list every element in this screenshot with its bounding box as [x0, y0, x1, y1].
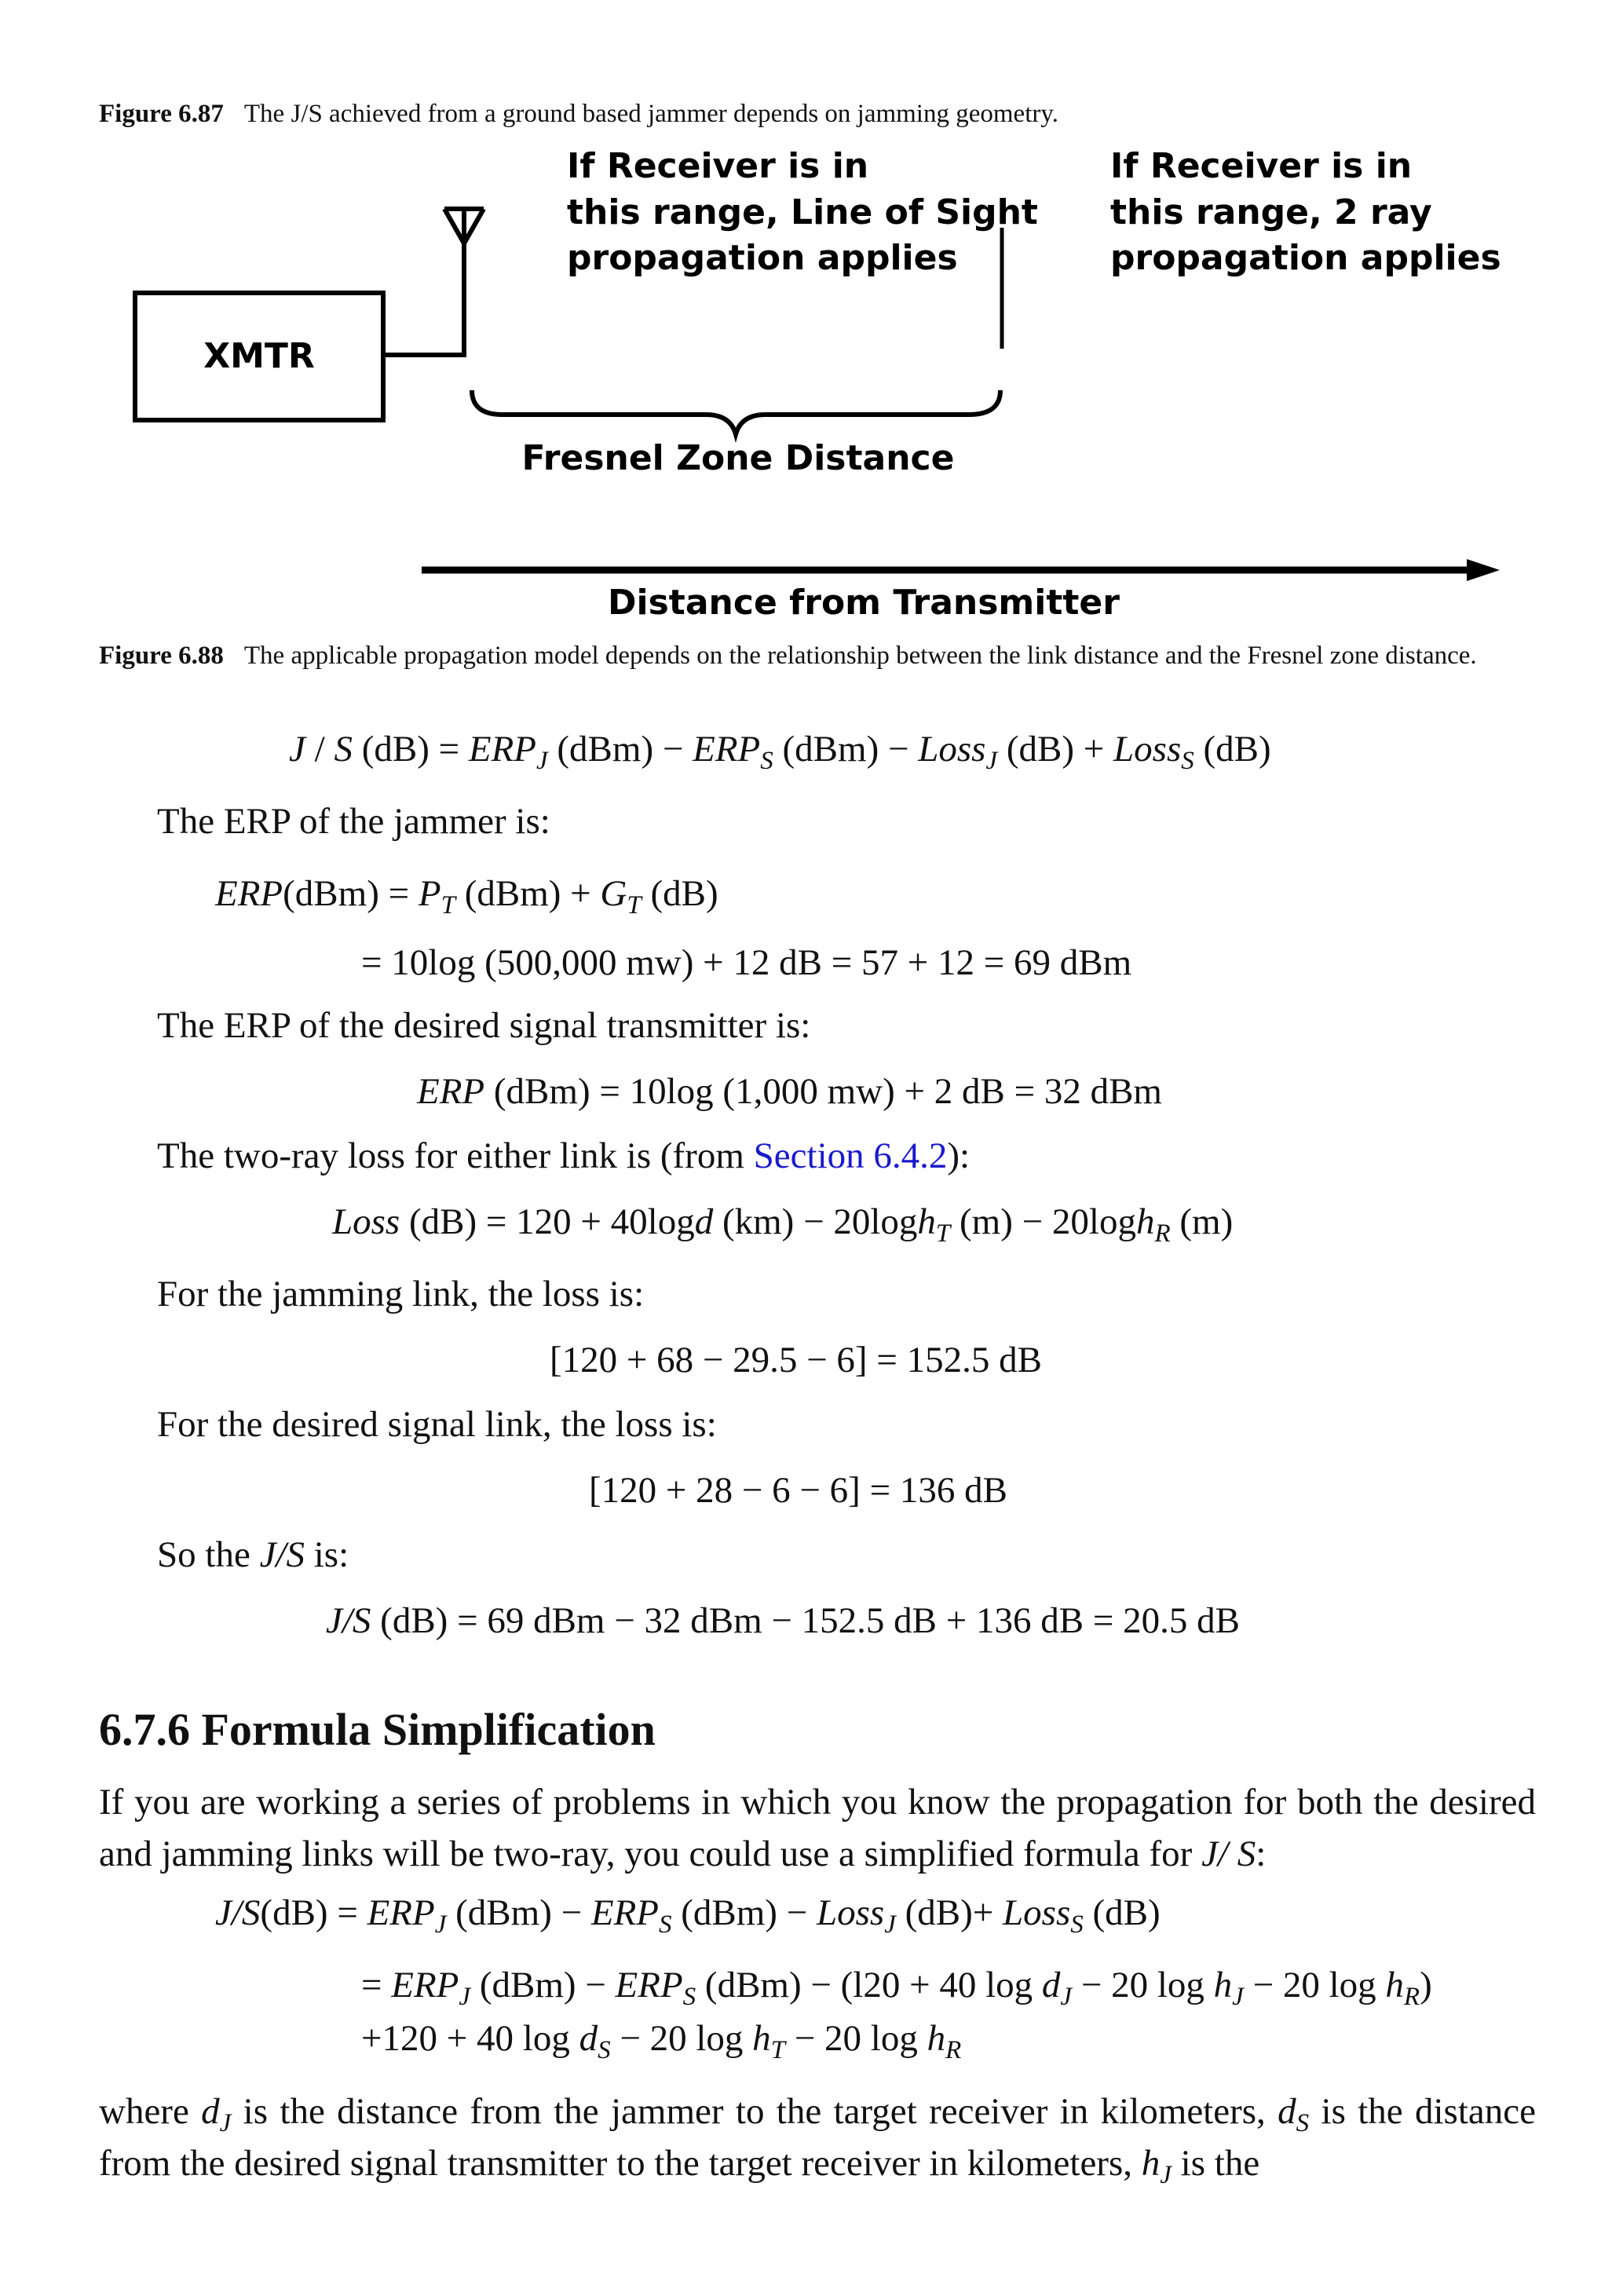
js-intro: [157, 1531, 349, 1578]
two-ray-intro-text: The two-ray loss for either link is (from: [157, 1135, 754, 1176]
simplified-formula-line-1: $J/S(dB) = ERP_J$ $(dBm) - ERP_S$ (dBm) − Loss$_J$ (dB)+ Loss$_S$ (dB): [215, 1892, 1161, 1939]
tworay-line-3: propagation applies: [1110, 238, 1501, 278]
simplified-formula-line-2: = $ERP_J$ $(dBm) - ERP_S$ (dBm) − (l20 + 40 $\log d_J - 20$ $\log h_J - 20$ $\log h_R$): [361, 1965, 1432, 2011]
erp-signal-intro: The ERP of the desired signal transmitter is:: [157, 1005, 811, 1046]
js-equation: J / S $(dB) = ERP_J$ $(dBm) - ERP_S$ (dBm) − Loss$_J$ (dB) + Loss$_S$ (dB): [289, 729, 1271, 775]
figure-caption-text: The applicable propagation model depends on the relationship between the link distance and the Fresnel zone distance.: [243, 642, 1477, 670]
los-range-text: [567, 146, 1050, 278]
distance-label: Distance from Transmitter: [608, 583, 1120, 623]
erp-formula: $ERP(dBm) = P_T$ $(dBm) + G_T$ (dB): [215, 873, 718, 919]
section-6-4-2-link[interactable]: Section 6.4.2: [753, 1135, 948, 1176]
two-ray-loss-formula: Loss (dB) = 120 + 40logd (km) − 20logh$_T$ (m) − 20logh$_R$ (m): [332, 1201, 1234, 1248]
js-intro-end: is:: [304, 1534, 349, 1575]
xmtr-label: XMTR: [203, 336, 315, 376]
jam-link-calc: [120 + 68 − 29.5 − 6] = 152.5 dB: [550, 1340, 1042, 1380]
section-heading: 6.7.6 Formula Simplification: [99, 1704, 656, 1755]
figure-label: Figure 6.88: [99, 642, 224, 670]
where-paragraph: where $d_J$ is the distance from the jammer to the target receiver in kilometers, $d_S$ is the distance from the desired signal transmitter to the target receiver in kilometers, $h_J$ is the: [99, 2091, 1536, 2189]
fresnel-zone-brace: [472, 390, 1000, 434]
los-line-2: this range, Line of Sight: [567, 192, 1038, 232]
distance-arrow-head-icon: [1467, 559, 1500, 581]
js-intro-text: So the: [157, 1534, 260, 1575]
los-line-3: propagation applies: [567, 238, 958, 278]
simplify-paragraph: If you are working a series of problems in which you know the propagation for both the desired and jamming links will be two-ray, you could use a simplified formula for J/ S:: [99, 1782, 1536, 1874]
jam-link-intro: For the jamming link, the loss is:: [157, 1274, 645, 1314]
los-line-1: If Receiver is in: [567, 146, 869, 186]
propagation-geometry-diagram: [0, 133, 1623, 636]
fresnel-zone-label: Fresnel Zone Distance: [521, 438, 955, 478]
erp-jammer-intro: The ERP of the jammer is:: [157, 801, 550, 842]
two-ray-intro-end: ):: [947, 1135, 971, 1176]
two-ray-intro: [157, 1132, 970, 1179]
antenna-feed-line: [383, 228, 464, 355]
simplified-formula-line-3: +120 + 40 $\log d_S - 20$ $\log h_T - 20$ $\log h_R$: [361, 2018, 962, 2064]
js-intro-var: J/S: [259, 1534, 305, 1575]
figure-6-88-caption: [99, 638, 1536, 674]
sig-link-intro: For the desired signal link, the loss is:: [157, 1404, 717, 1445]
figure-6-87-caption: [99, 96, 1536, 132]
figure-label: Figure 6.87: [99, 100, 224, 128]
erp-signal-calc-text: (dBm) = 10log (1,000 mw) + 2 dB = 32 dBm: [493, 1071, 1162, 1112]
erp-signal-calc: ERP (dBm) = 10log (1,000 mw) + 2 dB = 32 dBm: [417, 1071, 1162, 1112]
antenna-icon: [444, 209, 484, 243]
js-calc-text: (dB) = 69 dBm − 32 dBm − 152.5 dB + 136 dB = 20.5 dB: [380, 1600, 1240, 1641]
tworay-line-1: If Receiver is in: [1110, 146, 1413, 186]
figure-caption-text: The J/S achieved from a ground based jammer depends on jamming geometry.: [243, 100, 1058, 128]
two-ray-range-text: [1110, 146, 1501, 278]
js-calc: J/S (dB) = 69 dBm − 32 dBm − 152.5 dB + 136 dB = 20.5 dB: [326, 1600, 1240, 1641]
erp-jammer-calc: = 10log (500,000 mw) + 12 dB = 57 + 12 = 69 dBm: [361, 942, 1132, 983]
sig-link-calc: [120 + 28 − 6 − 6] = 136 dB: [589, 1470, 1007, 1511]
tworay-line-2: this range, 2 ray: [1110, 192, 1432, 232]
